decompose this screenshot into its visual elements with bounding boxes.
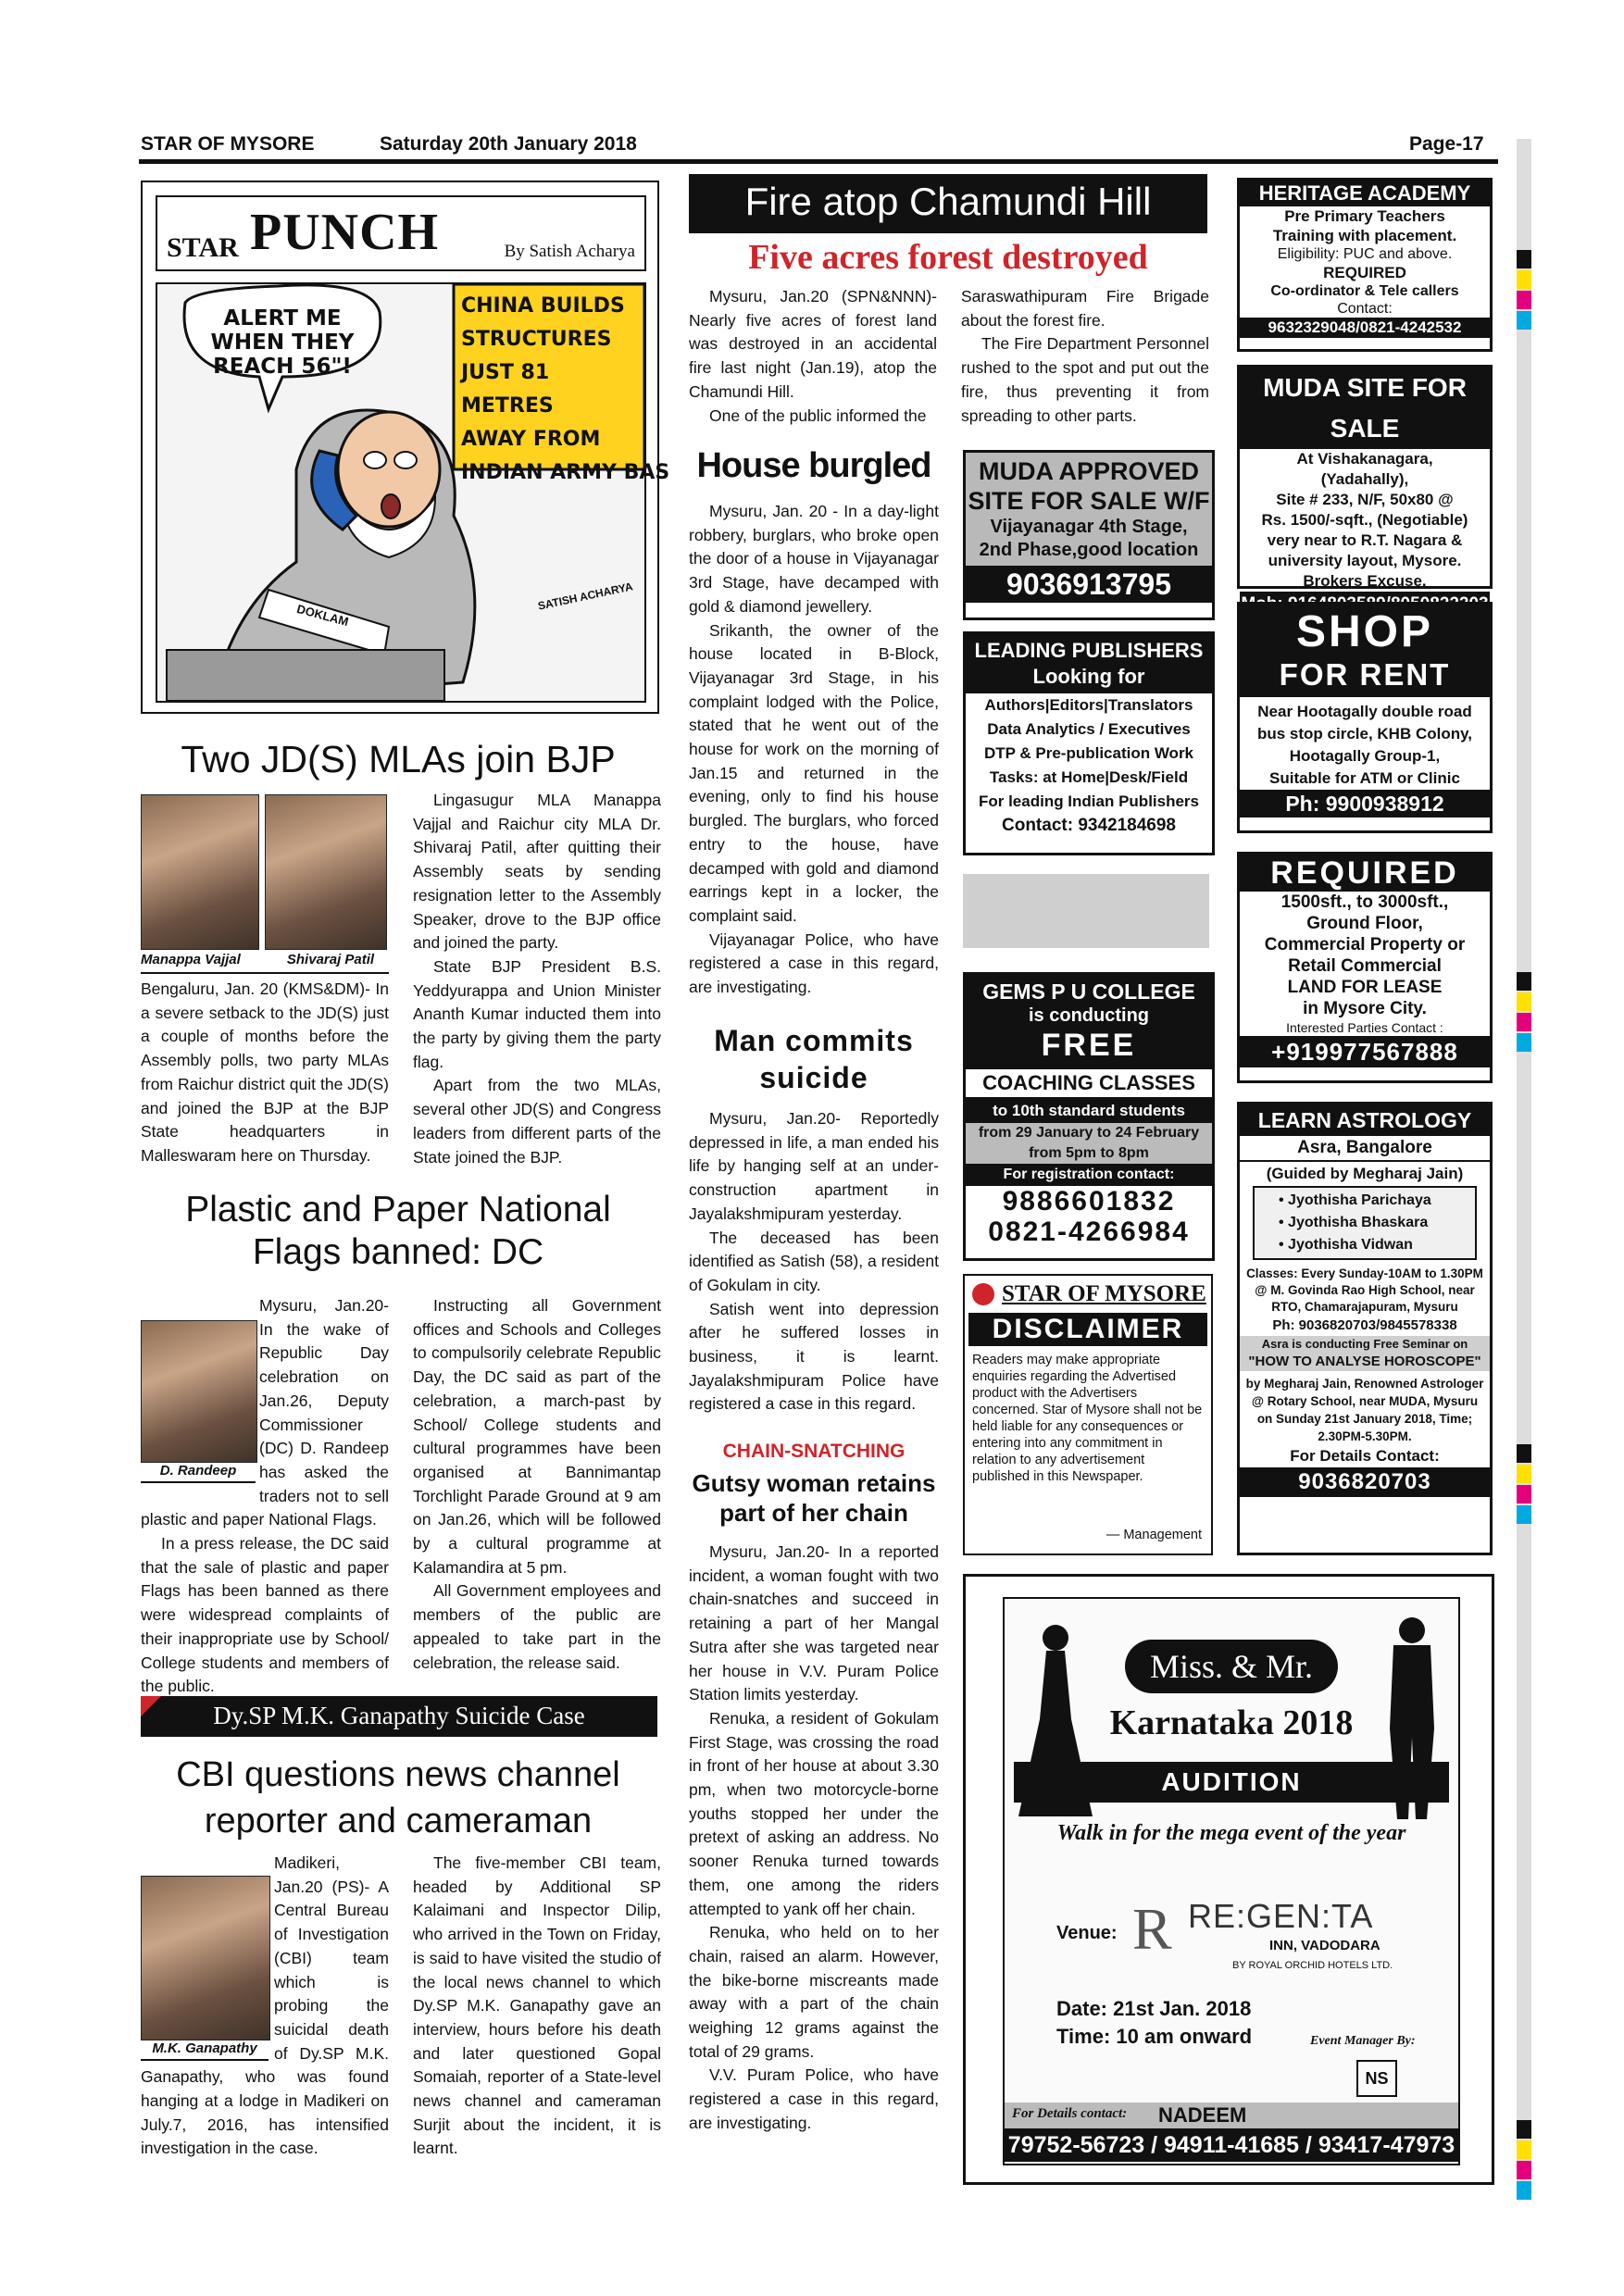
cartoon-paper-label: DOKLAM <box>295 601 351 630</box>
contact-phones: 79752-56723 / 94911-41685 / 93417-47973 <box>1005 2128 1458 2162</box>
fire-subhead: Five acres forest destroyed <box>748 238 1148 277</box>
missmr-subtitle: Karnataka 2018 <box>1109 1703 1354 1742</box>
paragraph: The deceased has been identified as Satish (58), a resident of Gokulam in city. <box>689 1228 939 1294</box>
star-logo-icon <box>972 1283 994 1305</box>
paragraph: The Fire Department Personnel rushed to the spot and put out the fire, thus preventing it from spreading to other parts. <box>961 334 1209 425</box>
ad-muda-approved <box>963 450 1215 620</box>
cartoon-signature: SATISH ACHARYA <box>536 580 634 613</box>
ad-heritage-academy <box>1237 178 1493 352</box>
punch-label: PUNCH <box>250 204 440 261</box>
ad-line: MUDA SITE FOR SALE <box>1240 368 1490 449</box>
ad-line: For registration contact: <box>966 1164 1212 1186</box>
suicide-body <box>689 1107 939 1416</box>
ad-line: Rs. 1500/-sqft., (Negotiable) <box>1261 511 1468 529</box>
missmr-tagline: Walk in for the mega event of the year <box>1056 1821 1406 1845</box>
fire-headline: Fire atop Chamundi Hill <box>744 180 1152 223</box>
event-time: Time: 10 am onward <box>1056 2025 1253 2048</box>
ad-line: bus stop circle, KHB Colony, <box>1256 725 1473 742</box>
board-line: STRUCTURES <box>461 328 612 351</box>
disclaimer-text: Readers may make appropriate enquiries regarding the Advertised product with the Advertisers concerned. Star of Mysore shall not be held liable for any consequences or entering into any commitment in relation to any advertisement published in this Newspaper. <box>972 1353 1203 1484</box>
ad-line: Suitable for ATM or Clinic <box>1269 769 1460 787</box>
ad-line: from 5pm to 8pm <box>966 1143 1212 1164</box>
board-line: AWAY FROM <box>461 428 601 451</box>
photo-manappa-vajjal <box>141 794 259 950</box>
cbi-kicker-bar <box>141 1696 657 1737</box>
reg-mark <box>1517 992 1531 1011</box>
reg-mark <box>1517 270 1531 289</box>
ad-line: Retail Commercial <box>1288 956 1442 976</box>
ad-line: 1500sft., to 3000sft., <box>1280 892 1449 912</box>
regenta-logo-icon: R <box>1132 1896 1172 1962</box>
cbi-col2 <box>413 1852 661 2161</box>
caption-shivaraj: Shivaraj Patil <box>286 952 375 967</box>
disclaimer-sign: — Management <box>1106 1528 1202 1542</box>
list-item: • Jyothisha Parichaya <box>1279 1192 1431 1208</box>
ad-phone: 9632329048/0821-4242532 <box>1240 318 1490 338</box>
cartoon-byline: By Satish Acharya <box>504 242 635 261</box>
ad-line: HERITAGE ACADEMY <box>1240 181 1490 206</box>
fire-col1 <box>689 285 937 428</box>
ad-line: Commercial Property or <box>1264 935 1466 955</box>
venue-label: Venue: <box>1056 1923 1118 1943</box>
photo-wrap-space <box>141 1294 259 1491</box>
reg-mark <box>1517 1505 1531 1524</box>
paragraph: Mysuru, Jan.20- In a reported incident, a woman fought with two chain-snatches and succeed in retaining a part of her Mangal Sutra after she was targeted near her house in V.V. Puram Police Station limits yesterday. <box>689 1542 939 1704</box>
ad-line: SHOP <box>1295 607 1434 656</box>
mlas-headline: Two JD(S) MLAs join BJP <box>181 738 616 780</box>
ad-line: university layout, Mysore. <box>1268 552 1462 569</box>
reg-mark <box>1517 311 1531 330</box>
suicide-headline: Man commits suicide <box>714 1024 914 1094</box>
reg-mark <box>1517 1485 1531 1504</box>
reg-mark <box>1517 2181 1531 2200</box>
reg-mark <box>1517 972 1531 991</box>
paragraph: Vijayanagar Police, who have registered a case in this regard, are investigating. <box>689 930 939 997</box>
ad-line: REQUIRED <box>1240 855 1490 892</box>
paragraph: One of the public informed the <box>709 406 927 425</box>
ad-line: very near to R.T. Nagara & <box>1267 531 1463 549</box>
paragraph: Saraswathipuram Fire Brigade about the forest fire. <box>961 287 1209 330</box>
mlas-col1 <box>141 978 389 1168</box>
contact-label: For Details contact: <box>1012 2106 1128 2121</box>
ad-phone: Ph: 9900938912 <box>1240 790 1490 817</box>
ad-line: Pre Primary Teachers <box>1284 207 1445 225</box>
print-margin-strip <box>1517 139 1531 2194</box>
ad-line: MUDA APPROVED <box>978 457 1200 485</box>
paragraph: Mysuru, Jan.20 (SPN&NNN)- Nearly five acres of forest land was destroyed in an accidental fire last night (Jan.19), atop the Chamundi Hill. <box>689 287 937 401</box>
chain-body <box>689 1541 939 2136</box>
ad-line: Asra, Bangalore <box>1240 1136 1490 1162</box>
ad-line: FREE <box>1041 1028 1137 1063</box>
ad-line: Brokers Excuse. <box>1303 572 1427 590</box>
ad-line: REQUIRED <box>1323 264 1406 281</box>
paragraph: Renuka, a resident of Gokulam First Stage, was crossing the road in front of her house at about 3.30 pm, when two motorcycle-borne youths stopped her under the pretext of asking an address. No sooner Renuka turned towards them, one among the riders attempted to yank off her chain. <box>689 1708 939 1918</box>
ad-gems-pu-college <box>963 972 1215 1261</box>
ad-line: Asra is conducting Free Seminar on <box>1240 1336 1490 1353</box>
disclaimer-box <box>963 1274 1213 1555</box>
caption-manappa: Manappa Vajjal <box>141 952 241 967</box>
chain-headline: Gutsy woman retains part of her chain <box>692 1469 936 1527</box>
flags-headline: Plastic and Paper National Flags banned: DC <box>185 1190 611 1273</box>
ad-line: Near Hootagally double road <box>1257 703 1472 720</box>
list-item: • Jyothisha Vidwan <box>1279 1237 1413 1253</box>
chain-kicker: CHAIN-SNATCHING <box>722 1441 906 1462</box>
ad-line: Tasks: at Home|Desk/Field <box>989 768 1189 786</box>
board-line: INDIAN ARMY BAS <box>461 461 670 484</box>
reg-mark <box>1517 1444 1531 1463</box>
ad-muda-site-for-sale <box>1237 365 1493 589</box>
paragraph: Lingasugur MLA Manappa Vajjal and Raichur city MLA Dr. Shivaraj Patil, after quitting their Assembly seats by sending resignation letter to the Assembly Speaker, drove to the BJP office and joined the party. <box>413 791 661 953</box>
ad-line: COACHING CLASSES <box>966 1069 1212 1099</box>
ad-line: from 29 January to 24 February <box>966 1123 1212 1143</box>
ad-line: Interested Parties Contact : <box>1286 1020 1443 1035</box>
reg-mark <box>1517 2161 1531 2179</box>
disclaimer-brand: STAR OF MYSORE <box>1002 1281 1206 1306</box>
paragraph: State BJP President B.S. Yeddyurappa and Union Minister Ananth Kumar inducted them into the party by giving them the party flag. <box>413 956 661 1071</box>
venue-owner: BY ROYAL ORCHID HOTELS LTD. <box>1232 1960 1393 1971</box>
fire-col2 <box>961 285 1209 428</box>
ad-line: Vijayanagar 4th Stage, <box>990 517 1188 537</box>
ad-learn-astrology <box>1237 1102 1493 1555</box>
manager-logo-icon: NS <box>1356 2060 1397 2097</box>
ad-line: Ph: 9036820703/9845578338 <box>1272 1317 1457 1333</box>
caption-rule <box>141 972 389 974</box>
mlas-col2 <box>413 789 661 1169</box>
ad-line: Contact: <box>1337 301 1393 317</box>
paragraph: Renuka, who held on to her chain, raised an alarm. However, the bike-borne miscreants made away with a part of the chain weighing 12 grams against the total of 29 grams. <box>689 1923 939 2061</box>
ad-phone: 9036820703 <box>1240 1467 1490 1497</box>
fire-headline-bar <box>689 174 1207 233</box>
missmr-title: Miss. & Mr. <box>1125 1640 1338 1693</box>
reg-mark <box>1517 2140 1531 2159</box>
paragraph: Srikanth, the owner of the house located in B-Block, Vijayanagar 3rd Stage, in his complaint lodged with the Police, stated that he went out of the house for work on the morning of Jan.15 and returned in the evening, only to find his house burgled. The burglars, who forced entry to the house, have decamped with gold and diamond earrings kept in a locker, the complaint said. <box>689 620 939 925</box>
disclaimer-title: DISCLAIMER <box>968 1313 1207 1346</box>
ad-required-property <box>1237 852 1493 1083</box>
paragraph: Mysuru, Jan.20- Reportedly depressed in life, a man ended his life by hanging self at an under-construction apartment in Jayalakshmipuram yesterday. <box>689 1109 939 1223</box>
paragraph: Madikeri, Jan.20 (PS)- A Central Bureau of Investigation (CBI) team which is probing the suicidal death of Dy.SP M.K. Ganapathy, who was found hanging at a lodge in Madikeri on July.7, 2016, has intensified investigation in the case. <box>141 1853 389 2158</box>
ad-line: Hootagally Group-1, <box>1289 747 1441 765</box>
blank-grey-box <box>963 874 1209 948</box>
ad-line: Contact: 9342184698 <box>1002 816 1176 835</box>
star-punch-header <box>156 195 646 271</box>
ad-phone: +919977567888 <box>1240 1036 1490 1067</box>
paragraph: Mysuru, Jan.20- In the wake of Republic Day celebration on Jan.26, Deputy Commissioner (DC) D. Randeep has asked the traders not to sell plastic and paper National Flags. <box>141 1296 389 1529</box>
paragraph: The five-member CBI team, headed by Additional SP Kalaimani and Inspector Dilip, who arrived in the Town on Friday, is said to have visited the studio of the local news channel to which Dy.SP M.K. Ganapathy gave an interview, hours before his death and later questioned Gopal Somaiah, reporter of a State-level news channel and cameraman Surjit about the incident, it is learnt. <box>413 1853 661 2158</box>
contact-strip <box>1005 2103 1458 2128</box>
ad-line: (Guided by Megharaj Jain) <box>1266 1165 1464 1182</box>
ad-line: Eligibility: PUC and above. <box>1277 246 1453 262</box>
ad-line: is conducting <box>1029 1005 1149 1026</box>
speech-bubble-text: ALERT ME WHEN THEY REACH 56"! <box>210 306 355 379</box>
ad-line: Authors|Editors|Translators <box>984 696 1193 714</box>
ad-line: GEMS P U COLLEGE <box>982 980 1195 1004</box>
photo-shivaraj-patil <box>265 794 387 950</box>
reg-mark <box>1517 1465 1531 1483</box>
flags-col2 <box>413 1294 661 1675</box>
venue-city: INN, VADODARA <box>1269 1938 1380 1953</box>
ad-line: in Mysore City. <box>1303 999 1427 1018</box>
ad-line: Looking for <box>1032 665 1145 688</box>
missmr-frame <box>1003 1597 1460 2165</box>
reg-mark <box>1517 1013 1531 1031</box>
ad-line: Ground Floor, <box>1306 914 1423 933</box>
board-line: JUST 81 METRES <box>461 361 554 418</box>
house-body <box>689 500 939 1000</box>
ad-shop-for-rent <box>1237 602 1493 833</box>
venue-name: RE:GEN:TA <box>1188 1897 1374 1935</box>
caption-randeep: D. Randeep <box>159 1463 237 1479</box>
header-rule <box>139 159 1498 164</box>
paragraph: All Government employees and members of the public are appealed to take part in the celebration, the release said. <box>413 1581 661 1672</box>
paper-name: STAR OF MYSORE <box>141 133 315 155</box>
paragraph: V.V. Puram Police, who have registered a case in this regard, are investigating. <box>689 2065 939 2132</box>
cartoon-panel <box>156 282 670 703</box>
reg-mark <box>1517 2120 1531 2139</box>
house-headline: House burgled <box>696 446 931 485</box>
paragraph: Apart from the two MLAs, several other JD(S) and Congress leaders from different parts of the State joined the BJP. <box>413 1076 661 1167</box>
list-item-label: Jyothisha Vidwan <box>1288 1237 1413 1253</box>
ad-line: by Megharaj Jain, Renowned Astrologer @ Rotary School, near MUDA, Mysuru on Sunday 21st January 2018, Time; 2.30PM-5.30PM. <box>1245 1377 1484 1443</box>
list-item: • Jyothisha Bhaskara <box>1279 1215 1429 1230</box>
astrology-course-list <box>1253 1186 1477 1260</box>
cbi-col1 <box>141 1852 389 2161</box>
paragraph: Instructing all Government offices and Schools and Colleges to compulsorily celebrate Republic Day, the DC said as part of the celebration, a march-past by School/ College students and cultural programmes have been organised at Bannimantap Torchlight Parade Ground at 9 am on Jan.26, which will be followed by a cultural programme at Kalamandira at 5 pm. <box>413 1296 661 1577</box>
event-date: Date: 21st Jan. 2018 <box>1056 1997 1252 2020</box>
ad-line: "HOW TO ANALYSE HOROSCOPE" <box>1240 1353 1490 1371</box>
issue-date: Saturday 20th January 2018 <box>380 133 637 155</box>
missmr-audition: AUDITION <box>1014 1762 1449 1803</box>
ad-phone: 0821-4266984 <box>988 1217 1190 1247</box>
page-number: Page-17 <box>1409 133 1484 155</box>
list-item-label: Jyothisha Bhaskara <box>1288 1215 1429 1230</box>
ad-line: Classes: Every Sunday-10AM to 1.30PM @ M. Govinda Rao High School, near RTO, Chamarajapuram, Mysuru <box>1246 1267 1483 1314</box>
reg-mark <box>1517 291 1531 309</box>
paragraph: Bengaluru, Jan. 20 (KMS&DM)- In a severe setback to the JD(S) just a couple of months before the Assembly polls, two party MLAs from Raichur district quit the JD(S) and joined the BJP at the BJP State headquarters in Malleswaram here on Thursday. <box>141 980 389 1165</box>
ad-line: DTP & Pre-publication Work <box>983 744 1194 762</box>
star-punch-box <box>141 181 670 714</box>
news-board <box>461 290 670 490</box>
photo-wrap-space <box>141 1852 274 2065</box>
ad-line: Data Analytics / Executives <box>987 720 1191 738</box>
contact-name: NADEEM <box>1158 2103 1247 2127</box>
paragraph: In a press release, the DC said that the sale of plastic and paper Flags has been banned as there were widespread complaints of their inappropriate use by School/ College students and members of the public. <box>141 1534 389 1696</box>
paragraph: Mysuru, Jan. 20 - In a day-light robbery, burglars, who broke open the door of a house in Vijayanagar 3rd Stage, have decamped with gold & diamond jewellery. <box>689 502 939 616</box>
ad-line: SITE FOR SALE W/F <box>968 487 1210 515</box>
paragraph: Satish went into depression after he suffered losses in business, it is learnt. Jayalakshmipuram Police have registered a case in this regard. <box>689 1299 939 1414</box>
ad-line: to 10th standard students <box>966 1099 1212 1123</box>
ad-line: Training with placement. <box>1272 227 1457 244</box>
list-item-label: Jyothisha Parichaya <box>1288 1192 1431 1208</box>
ad-leading-publishers <box>963 631 1215 855</box>
ad-line: (Yadahally), <box>1320 470 1409 488</box>
ad-line: LEADING PUBLISHERS <box>974 639 1204 662</box>
ad-miss-mr-karnataka <box>963 1574 1494 2185</box>
ad-line: For leading Indian Publishers <box>978 792 1200 810</box>
caption-ganapathy: M.K. Ganapathy <box>152 2040 257 2056</box>
ad-line: 2nd Phase,good location <box>979 540 1199 560</box>
ad-line: FOR RENT <box>1279 657 1451 692</box>
ad-phone: 9886601832 <box>1002 1186 1176 1217</box>
flags-col1 <box>141 1294 389 1699</box>
cbi-kicker: Dy.SP M.K. Ganapathy Suicide Case <box>213 1702 585 1729</box>
reg-mark <box>1517 1033 1531 1052</box>
ad-line: LAND FOR LEASE <box>1287 978 1443 997</box>
ad-line: Site # 233, N/F, 50x80 @ <box>1276 491 1454 508</box>
star-label: STAR <box>167 232 239 263</box>
reg-mark <box>1517 250 1531 268</box>
ad-line: LEARN ASTROLOGY <box>1240 1104 1490 1136</box>
ad-phone: 9036913795 <box>966 566 1212 603</box>
event-manager-label: Event Manager By: <box>1310 2034 1416 2048</box>
ad-line: At Vishakanagara, <box>1296 450 1433 468</box>
cbi-headline: CBI questions news channel reporter and cameraman <box>176 1755 620 1841</box>
board-line: CHINA BUILDS <box>461 294 625 318</box>
ad-line: For Details Contact: <box>1290 1447 1440 1465</box>
ad-line: Co-ordinator & Tele callers <box>1270 283 1459 299</box>
